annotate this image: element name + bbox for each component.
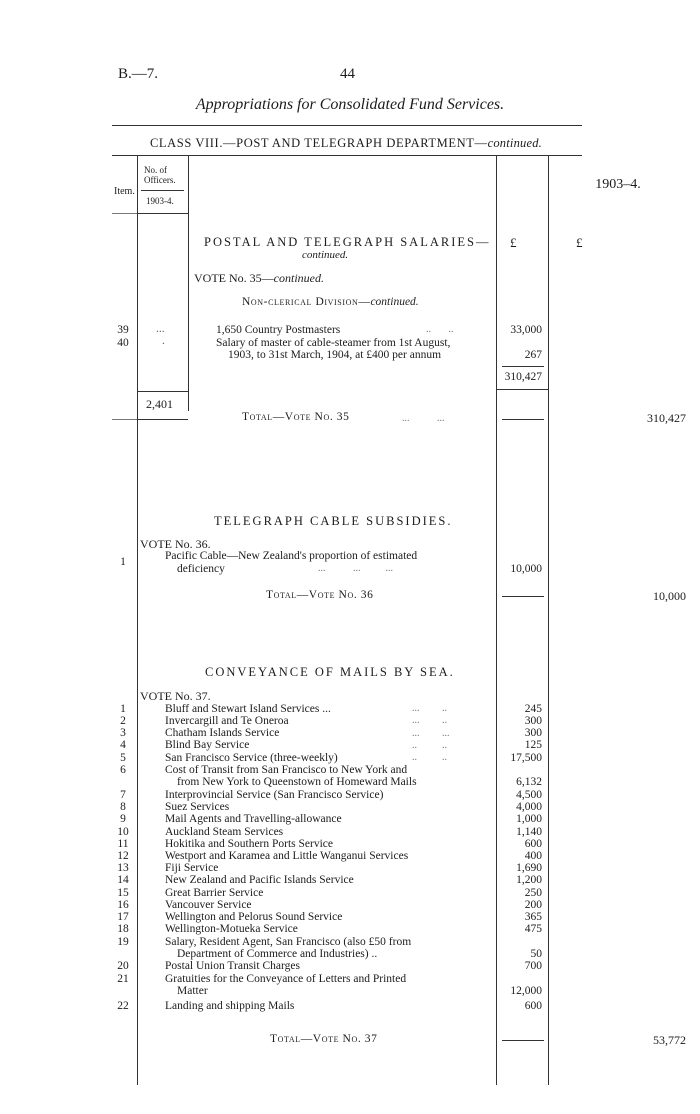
s3-item: 5	[120, 752, 126, 764]
section3-title: CONVEYANCE OF MAILS BY SEA.	[205, 665, 455, 679]
s3-amount: 125	[524, 739, 542, 751]
s3-amount: 200	[524, 899, 542, 911]
s3-item: 21	[117, 973, 129, 985]
s3-desc-cont: Matter	[177, 985, 208, 997]
s1-item-total-rule	[112, 419, 137, 420]
s1-desc-39: 1,650 Country Postmasters	[216, 324, 341, 336]
table-top-rule	[112, 155, 582, 156]
s3-amount: 600	[524, 1000, 542, 1012]
s1-officers-40: .	[162, 335, 165, 347]
s3-amount: 1,140	[516, 826, 542, 838]
s3-desc: New Zealand and Pacific Islands Service	[165, 874, 354, 886]
s1-officers-total-rule	[137, 391, 188, 392]
s3-desc: Great Barrier Service	[165, 887, 264, 899]
s3-amount: 365	[524, 911, 542, 923]
s3-amount: 4,500	[516, 789, 542, 801]
section3-vote: VOTE No. 37.	[140, 689, 211, 703]
s2-total: 10,000	[653, 589, 686, 603]
s2-desc-1-line1: Pacific Cable—New Zealand's proportion of estimated	[165, 550, 418, 562]
s2-item-1: 1	[120, 556, 126, 568]
section1-title-cont: continued.	[302, 249, 349, 261]
officers-header-line1: No. of	[144, 165, 167, 175]
s3-item: 15	[117, 887, 129, 899]
s3-amount: 400	[524, 850, 542, 862]
s3-desc-cont: from New York to Queenstown of Homeward Mails	[177, 776, 417, 788]
s3-item: 1	[120, 703, 126, 715]
s3-total-label: Total—Vote No. 37	[270, 1033, 378, 1045]
s3-desc: Westport and Karamea and Little Wanganui Services	[165, 850, 409, 862]
s3-desc: Suez Services	[165, 801, 230, 813]
s3-item: 20	[117, 960, 129, 972]
s3-desc: Chatham Islands Service	[165, 727, 280, 739]
item-header-bottom-rule	[112, 213, 137, 214]
s3-desc: Cost of Transit from San Francisco to New York and	[165, 764, 408, 776]
s1-amount-39: 33,000	[510, 324, 542, 336]
s3-amount: 1,200	[516, 874, 542, 886]
s3-item: 22	[117, 1000, 129, 1012]
s3-amount: 600	[524, 838, 542, 850]
s3-item: 3	[120, 727, 126, 739]
s3-item: 9	[120, 813, 126, 825]
pound-sign-left: £	[510, 235, 517, 250]
s1-officers-total-bottom-rule	[137, 419, 188, 420]
officers-year: 1903-4.	[146, 196, 174, 206]
s3-amount: 245	[524, 703, 542, 715]
s3-amount: 475	[524, 923, 542, 935]
s3-desc: Hokitika and Southern Ports Service	[165, 838, 334, 850]
s3-amount: 12,000	[510, 985, 542, 997]
officers-header-bottom-rule	[137, 213, 188, 214]
s3-desc: Mail Agents and Travelling-allowance	[165, 813, 342, 825]
s3-item: 8	[120, 801, 126, 813]
s3-item: 17	[117, 911, 129, 923]
s2-desc-1-line2: deficiency	[177, 563, 225, 575]
s1-desc-40-line1: Salary of master of cable-steamer from 1st August,	[216, 337, 451, 349]
s1-dots-39: .. ..	[426, 324, 454, 335]
s3-item: 13	[117, 862, 129, 874]
s3-desc: Landing and shipping Mails	[165, 1000, 295, 1012]
s3-amount: 6,132	[516, 776, 542, 788]
s3-leader-dots: ... .. ... .. ... ... .. .. .. ..	[412, 703, 450, 764]
s3-desc: Wellington and Pelorus Sound Service	[165, 911, 343, 923]
s3-desc: Salary, Resident Agent, San Francisco (also £50 from	[165, 936, 412, 948]
s1-subtotal-rule	[502, 366, 544, 367]
officers-header-rule	[141, 190, 184, 191]
s3-item: 11	[117, 838, 129, 850]
s3-item: 16	[117, 899, 129, 911]
s3-desc: San Francisco Service (three-weekly)	[165, 752, 338, 764]
s1-subtotal-bottom-rule	[496, 389, 548, 390]
s3-desc: Vancouver Service	[165, 899, 252, 911]
officers-column-rule	[188, 155, 189, 411]
year-header: 1903–4.	[595, 177, 641, 192]
s3-item: 12	[117, 850, 129, 862]
s3-desc: Fiji Service	[165, 862, 219, 874]
s1-amount-40: 267	[524, 349, 542, 361]
s3-amount: 300	[524, 715, 542, 727]
s3-desc: Postal Union Transit Charges	[165, 960, 300, 972]
s3-item: 7	[120, 789, 126, 801]
item-column-header: Item.	[114, 186, 135, 197]
s2-dots-1: ... ... ...	[318, 563, 393, 574]
s3-item: 18	[117, 923, 129, 935]
s1-item-39: 39	[117, 324, 129, 336]
section1-title: POSTAL AND TELEGRAPH SALARIES—	[204, 235, 491, 249]
s3-amount: 250	[524, 887, 542, 899]
s3-desc: Auckland Steam Services	[165, 826, 284, 838]
amount-column-rule	[496, 155, 497, 1085]
class-heading: CLASS VIII.—POST AND TELEGRAPH DEPARTMENT—continued.	[150, 136, 542, 150]
s2-total-rule	[502, 596, 544, 597]
s3-amount: 1,000	[516, 813, 542, 825]
s1-total-label: Total—Vote No. 35	[242, 411, 350, 423]
s1-item-40: 40	[117, 337, 129, 349]
s3-desc-cont: Department of Commerce and Industries) ..	[177, 948, 378, 960]
officers-header-line2: Officers.	[144, 175, 176, 185]
s3-amount: 50	[530, 948, 542, 960]
s3-item: 19	[117, 936, 129, 948]
item-column-rule	[137, 155, 138, 1085]
s3-amount: 17,500	[510, 752, 542, 764]
section2-vote: VOTE No. 36.	[140, 537, 211, 551]
section1-vote: VOTE No. 35—continued.	[194, 271, 324, 285]
section1-division: Non-clerical Division—continued.	[242, 296, 419, 308]
s3-total: 53,772	[653, 1033, 686, 1047]
page-title: Appropriations for Consolidated Fund Services.	[195, 96, 505, 113]
s3-desc: Interprovincial Service (San Francisco Service)	[165, 789, 384, 801]
s2-total-label: Total—Vote No. 36	[266, 589, 374, 601]
total-column-rule	[548, 155, 549, 1085]
s1-subtotal: 310,427	[504, 371, 542, 383]
s3-item: 10	[117, 826, 129, 838]
s3-amount: 4,000	[516, 801, 542, 813]
s1-total-rule	[502, 419, 544, 420]
s3-amount: 1,690	[516, 862, 542, 874]
s3-item: 14	[117, 874, 129, 886]
s3-item: 4	[120, 739, 126, 751]
s3-desc: Gratuities for the Conveyance of Letters and Printed	[165, 973, 407, 985]
s3-amount: 300	[524, 727, 542, 739]
section2-title: TELEGRAPH CABLE SUBSIDIES.	[214, 514, 453, 528]
s3-item: 2	[120, 715, 126, 727]
s2-amount-1: 10,000	[510, 563, 542, 575]
s1-total-dots: ... ...	[402, 413, 445, 424]
s3-desc: Bluff and Stewart Island Services ...	[165, 703, 331, 715]
s1-total: 310,427	[647, 411, 686, 425]
title-rule	[112, 125, 582, 126]
s3-total-rule	[502, 1040, 544, 1041]
pound-sign-right: £	[576, 235, 583, 250]
s3-item: 6	[120, 764, 126, 776]
s1-desc-40-line2: 1903, to 31st March, 1904, at £400 per annum	[228, 349, 442, 361]
s1-officers-39: ...	[156, 323, 165, 335]
s1-officers-total: 2,401	[146, 397, 173, 411]
s3-desc: Blind Bay Service	[165, 739, 250, 751]
s3-desc: Wellington-Motueka Service	[165, 923, 298, 935]
page-id: B.—7.	[118, 66, 159, 82]
s3-desc: Invercargill and Te Oneroa	[165, 715, 289, 727]
s3-amount: 700	[524, 960, 542, 972]
page-number: 44	[340, 66, 355, 82]
